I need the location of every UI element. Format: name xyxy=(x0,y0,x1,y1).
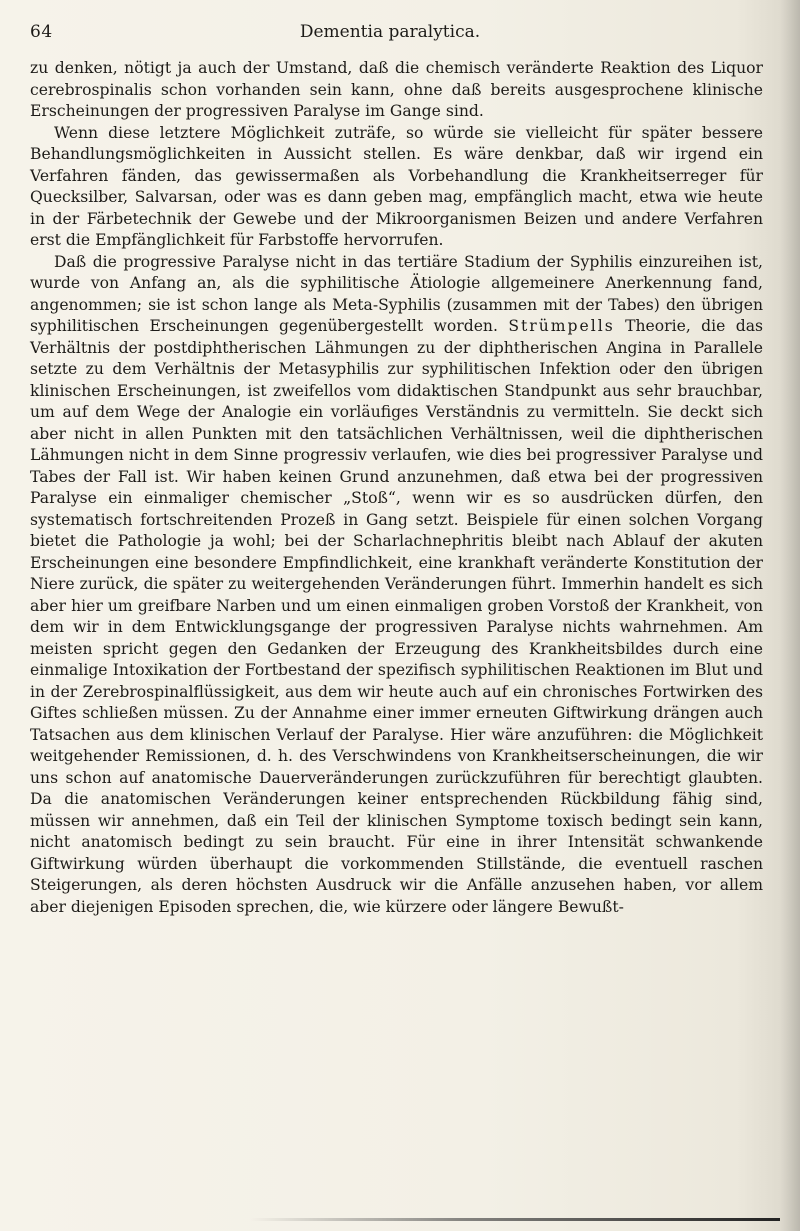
page-edge-shadow xyxy=(780,0,800,1231)
paragraph xyxy=(30,58,763,123)
page-number: 64 xyxy=(30,22,53,42)
text-run: zu denken, nötigt ja auch der Umstand, daß die chemisch veränderte Reaktion des Liquor cerebrospinalis schon vorhanden sein kann, ohne daß bereits ausgesprochene klinische Erscheinungen der progressiven Paralyse im Gange sind. xyxy=(30,59,763,120)
body-text xyxy=(30,58,763,918)
page-header xyxy=(30,20,750,50)
running-head: Dementia paralytica. xyxy=(299,22,481,42)
text-run: Daß die progressive Paralyse nicht in das tertiäre Stadium der Syphilis einzureihen ist, wurde von Anfang an, als die syphilitische Ätiologie allgemeinere Anerkennung fand, angenommen; sie ist schon lange als Meta-Syphilis (zusammen mit der Tabes) den übrigen syphilitischen Erscheinungen gegenübergestellt worden. xyxy=(30,252,763,335)
author-name: Strümpells xyxy=(508,317,615,335)
text-run: Wenn diese letztere Möglichkeit zuträfe, so würde sie vielleicht für später bessere Behandlungsmöglichkeiten in Aussicht stellen. Es wäre denkbar, daß wir irgend ein Verfahren fänden, das gewissermaßen als Vorbehandlung die Krankheitserreger für Quecksilber, Salvarsan, oder was es dann geben mag, empfänglich macht, etwa wie heute in der Färbetechnik der Gewebe und der Mikroorganismen Beizen und andere Verfahren erst die Empfänglichkeit für Farbstoffe hervorrufen. xyxy=(30,123,763,249)
paragraph xyxy=(30,252,763,919)
text-run: Theorie, die das Verhältnis der postdiphtherischen Lähmungen zu der diphtherischen Angina in Parallele setzte zu dem Verhältnis der Metasyphilis zur syphilitischen Infektion oder den übrigen klinischen Erscheinungen, ist zweifellos vom didaktischen Standpunkt aus sehr brauchbar, um auf dem Wege der Analogie ein vorläufiges Verständnis zu vermitteln. Sie deckt sich aber nicht in allen Punkten mit den tatsächlichen Verhältnissen, weil die diphtherischen Lähmungen nicht in dem Sinne progressiv verlaufen, wie dies bei progressiver Paralyse und Tabes der Fall ist. Wir haben keinen Grund anzunehmen, daß etwa bei der progressiven Paralyse ein einmaliger chemischer „Stoß“, wenn wir es so ausdrücken dürfen, den systematisch fortschreitenden Prozeß in Gang setzt. Beispiele für einen solchen Vorgang bietet die Pathologie ja wohl; bei der Scharlachnephritis bleibt nach Ablauf der akuten Erscheinungen eine besondere Empfindlichkeit, eine krankhaft veränderte Konstitution der Niere zurück, die später zu weitergehenden Veränderungen führt. Immerhin handelt es sich aber hier um greifbare Narben und um einen einmaligen groben Vorstoß der Krankheit, von dem wir in dem Entwicklungsgange der progressiven Paralyse nichts wahrnehmen. Am meisten spricht gegen den Gedanken der Erzeugung des Krankheitsbildes durch eine einmalige Intoxikation der Fortbestand der spezifisch syphilitischen Reaktionen im Blut und in der Zerebrospinalflüssigkeit, aus dem wir heute auch auf ein chronisches Fortwirken des Giftes schließen müssen. Zu der Annahme einer immer erneuten Giftwirkung drängen auch Tatsachen aus dem klinischen Verlauf der Paralyse. Hier wäre anzuführen: die Möglichkeit weitgehender Remissionen, d. h. des Verschwindens von Krankheitserscheinungen, die wir uns schon auf anatomische Dauerveränderungen zurückzuführen für berechtigt glaubten. Da die anatomischen Veränderungen keiner entsprechenden Rückbildung fähig sind, müssen wir annehmen, daß ein Teil der klinischen Symptome toxisch bedingt sein kann, nicht anatomisch bedingt zu sein braucht. Für eine in ihrer Intensität schwankende Giftwirkung würden überhaupt die vorkommenden Stillstände, die eventuell raschen Steigerungen, als deren höchsten Ausdruck wir die Anfälle anzusehen haben, vor allem aber diejenigen Episoden sprechen, die, wie kürzere oder längere Bewußt- xyxy=(30,317,763,916)
paragraph xyxy=(30,123,763,252)
bottom-shadow-line xyxy=(250,1218,780,1221)
